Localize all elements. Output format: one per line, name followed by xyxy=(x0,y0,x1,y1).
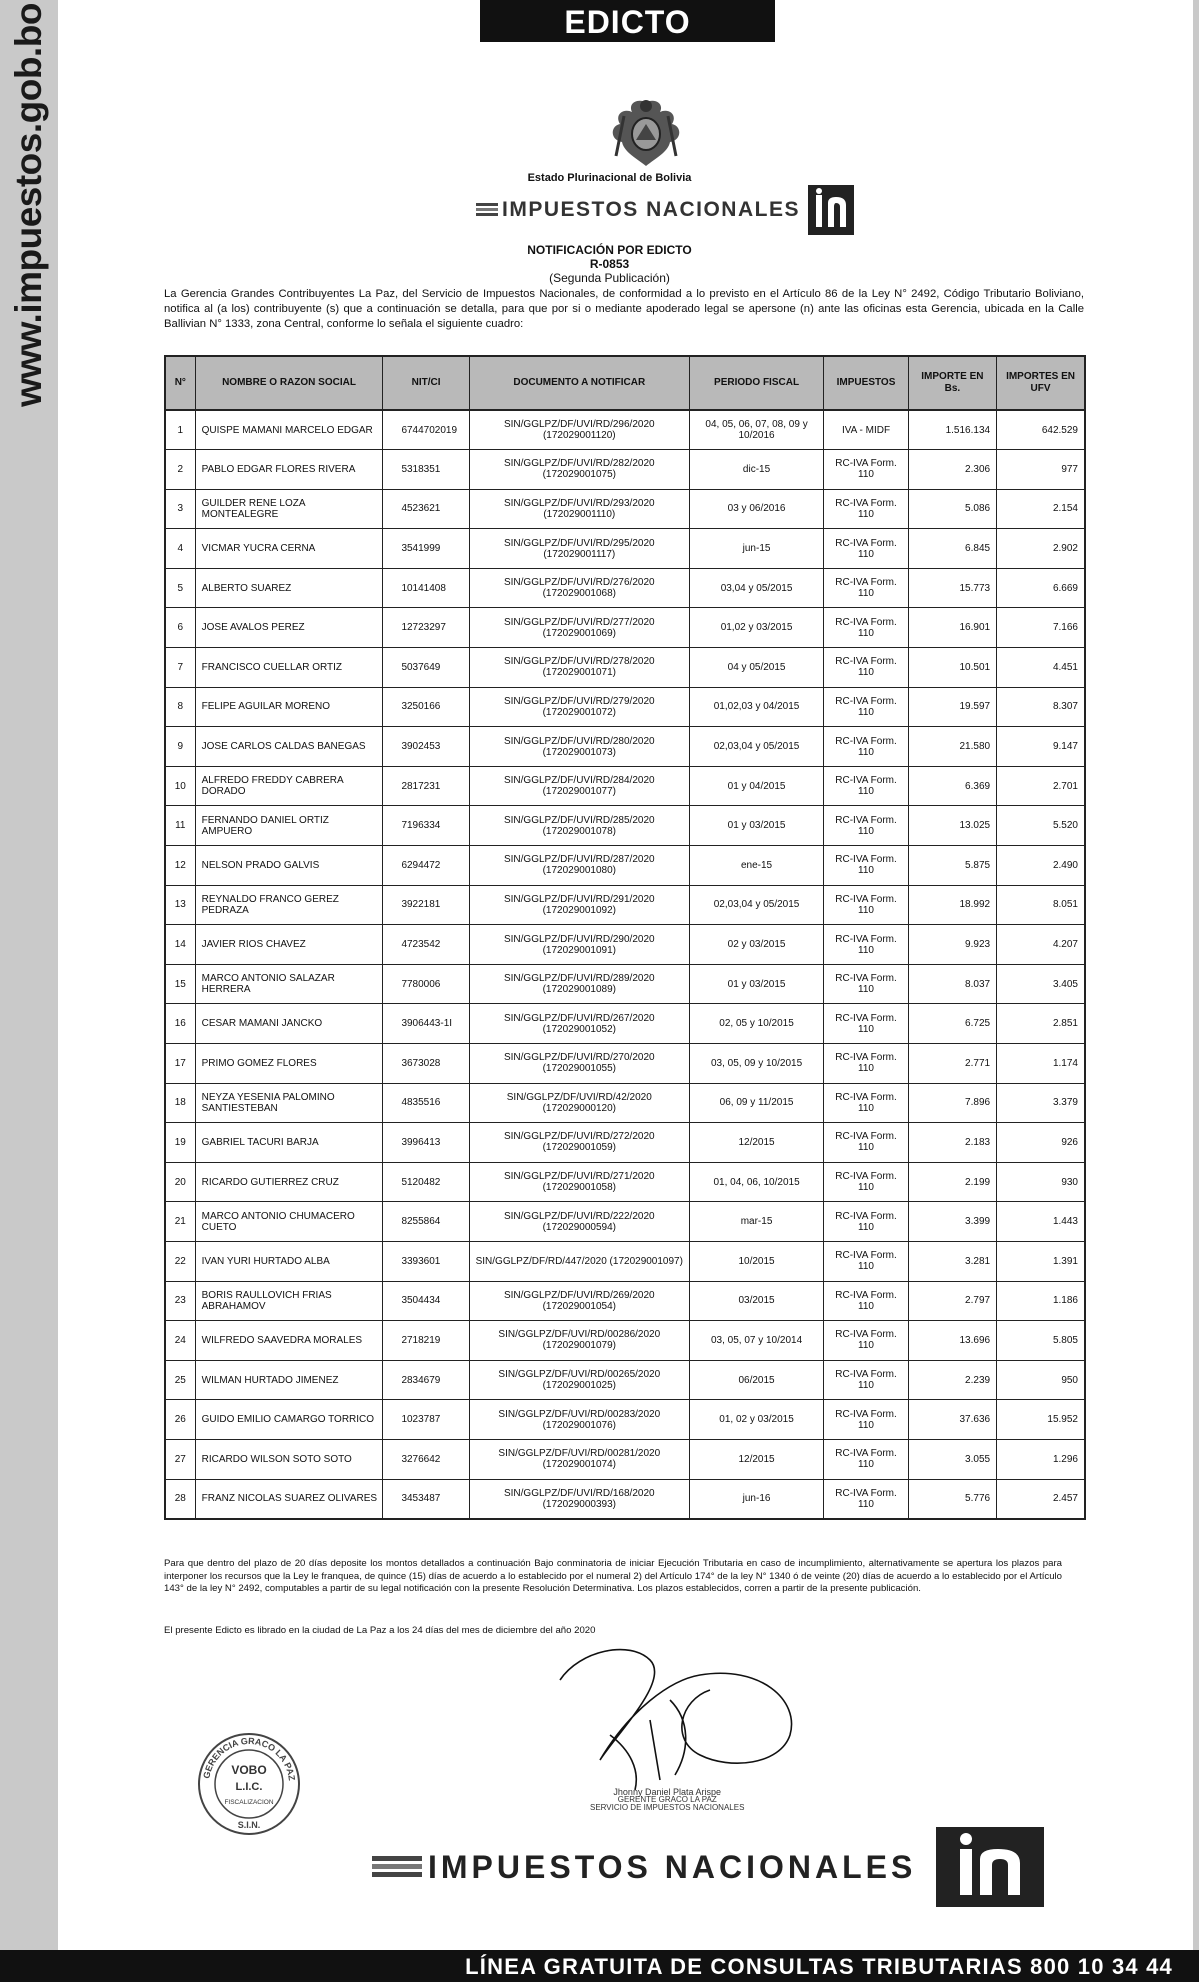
column-header: NOMBRE O RAZON SOCIAL xyxy=(195,356,383,410)
amount-bs: 15.773 xyxy=(908,568,996,608)
taxpayer-name: GUIDO EMILIO CAMARGO TORRICO xyxy=(195,1400,383,1440)
amount-bs: 6.845 xyxy=(908,529,996,569)
table-row xyxy=(165,687,1085,727)
document-id: SIN/GGLPZ/DF/UVI/RD/271/2020 (172029001058) xyxy=(469,1162,689,1202)
closing-paragraph: Para que dentro del plazo de 20 días deposite los montos detallados a continuación Bajo conminatoria de iniciar Ejecución Tributaria en caso de incumplimiento, alternativamente se apertura los plazos para interponer los recursos que la Ley le franquea, de quince (15) días de acuerdo a lo establecido por el numeral 2) del Artículo 174° de la ley N° 1340 ó de veinte (20) días de acuerdo a lo establecido por el Artículo 143° de la ley N° 2492, computables a partir de su legal notificación con la presente Resolución Determinativa. Los plazos establecidos, corren a partir de la presente publicación. xyxy=(164,1558,1062,1595)
table-row xyxy=(165,1202,1085,1242)
signature-scribble xyxy=(540,1640,810,1795)
document-id: SIN/GGLPZ/DF/UVI/RD/00286/2020 (172029001079) xyxy=(469,1321,689,1361)
row-number: 13 xyxy=(165,885,195,925)
row-number: 23 xyxy=(165,1281,195,1321)
taxpayer-name: REYNALDO FRANCO GEREZ PEDRAZA xyxy=(195,885,383,925)
column-header: PERIODO FISCAL xyxy=(689,356,824,410)
fiscal-period: jun-15 xyxy=(689,529,824,569)
amount-bs: 5.776 xyxy=(908,1479,996,1519)
document-id: SIN/GGLPZ/DF/UVI/RD/278/2020 (172029001071) xyxy=(469,648,689,688)
taxpayer-nit: 3276642 xyxy=(383,1439,469,1479)
taxpayer-name: IVAN YURI HURTADO ALBA xyxy=(195,1241,383,1281)
amount-bs: 6.725 xyxy=(908,1004,996,1044)
amount-bs: 5.086 xyxy=(908,489,996,529)
row-number: 4 xyxy=(165,529,195,569)
document-id: SIN/GGLPZ/DF/UVI/RD/267/2020 (172029001052) xyxy=(469,1004,689,1044)
amount-ufv: 8.051 xyxy=(997,885,1085,925)
taxpayer-name: FRANCISCO CUELLAR ORTIZ xyxy=(195,648,383,688)
table-row xyxy=(165,1123,1085,1163)
tax-type: RC-IVA Form. 110 xyxy=(824,1360,908,1400)
amount-bs: 2.306 xyxy=(908,450,996,490)
tax-type: RC-IVA Form. 110 xyxy=(824,1162,908,1202)
taxpayer-nit: 10141408 xyxy=(383,568,469,608)
sidebar-band xyxy=(0,0,58,1950)
taxpayer-nit: 3250166 xyxy=(383,687,469,727)
fiscal-period: 04 y 05/2015 xyxy=(689,648,824,688)
fiscal-period: 02,03,04 y 05/2015 xyxy=(689,727,824,767)
publication-note: (Segunda Publicación) xyxy=(549,271,670,285)
taxpayer-name: RICARDO WILSON SOTO SOTO xyxy=(195,1439,383,1479)
amount-bs: 8.037 xyxy=(908,964,996,1004)
table-row xyxy=(165,1400,1085,1440)
row-number: 1 xyxy=(165,410,195,450)
amount-ufv: 1.443 xyxy=(997,1202,1085,1242)
stamp-lic: L.I.C. xyxy=(235,1781,263,1793)
signer-name: Jhonny Daniel Plata Arispe xyxy=(613,1787,721,1797)
taxpayer-name: FELIPE AGUILAR MORENO xyxy=(195,687,383,727)
taxpayer-nit: 12723297 xyxy=(383,608,469,648)
tax-type: RC-IVA Form. 110 xyxy=(824,450,908,490)
row-number: 20 xyxy=(165,1162,195,1202)
document-id: SIN/GGLPZ/DF/UVI/RD/272/2020 (172029001059) xyxy=(469,1123,689,1163)
taxpayer-nit: 3504434 xyxy=(383,1281,469,1321)
fiscal-period: 01, 04, 06, 10/2015 xyxy=(689,1162,824,1202)
row-number: 19 xyxy=(165,1123,195,1163)
table-header-row xyxy=(165,356,1085,410)
fiscal-period: 10/2015 xyxy=(689,1241,824,1281)
fiscal-period: 02 y 03/2015 xyxy=(689,925,824,965)
taxpayer-name: FERNANDO DANIEL ORTIZ AMPUERO xyxy=(195,806,383,846)
tax-type: RC-IVA Form. 110 xyxy=(824,1202,908,1242)
fiscal-period: 01, 02 y 03/2015 xyxy=(689,1400,824,1440)
row-number: 11 xyxy=(165,806,195,846)
taxpayer-name: JAVIER RIOS CHAVEZ xyxy=(195,925,383,965)
signer-office: SERVICIO DE IMPUESTOS NACIONALES xyxy=(590,1803,745,1812)
document-id: SIN/GGLPZ/DF/UVI/RD/280/2020 (172029001073) xyxy=(469,727,689,767)
website-url: www.impuestos.gob.bo xyxy=(8,3,49,407)
taxpayer-name: GABRIEL TACURI BARJA xyxy=(195,1123,383,1163)
amount-ufv: 5.805 xyxy=(997,1321,1085,1361)
amount-bs: 1.516.134 xyxy=(908,410,996,450)
amount-ufv: 6.669 xyxy=(997,568,1085,608)
taxpayer-nit: 4835516 xyxy=(383,1083,469,1123)
row-number: 25 xyxy=(165,1360,195,1400)
amount-bs: 2.797 xyxy=(908,1281,996,1321)
row-number: 28 xyxy=(165,1479,195,1519)
fiscal-period: dic-15 xyxy=(689,450,824,490)
document-id: SIN/GGLPZ/DF/UVI/RD/00281/2020 (172029001074) xyxy=(469,1439,689,1479)
agency-name: IMPUESTOS NACIONALES xyxy=(502,198,800,221)
taxpayer-name: GUILDER RENE LOZA MONTEALEGRE xyxy=(195,489,383,529)
agency-logo-top xyxy=(476,184,854,236)
tax-type: RC-IVA Form. 110 xyxy=(824,608,908,648)
table-row xyxy=(165,727,1085,767)
amount-ufv: 2.701 xyxy=(997,766,1085,806)
taxpayer-name: WILFREDO SAAVEDRA MORALES xyxy=(195,1321,383,1361)
row-number: 5 xyxy=(165,568,195,608)
amount-bs: 7.896 xyxy=(908,1083,996,1123)
amount-ufv: 950 xyxy=(997,1360,1085,1400)
document-id: SIN/GGLPZ/DF/UVI/RD/277/2020 (172029001069) xyxy=(469,608,689,648)
amount-ufv: 9.147 xyxy=(997,727,1085,767)
document-id: SIN/GGLPZ/DF/UVI/RD/287/2020 (172029001080) xyxy=(469,846,689,886)
table-body xyxy=(165,410,1085,1519)
amount-bs: 21.580 xyxy=(908,727,996,767)
tax-type: RC-IVA Form. 110 xyxy=(824,846,908,886)
stripes-icon xyxy=(372,1856,422,1878)
amount-bs: 2.239 xyxy=(908,1360,996,1400)
amount-ufv: 1.174 xyxy=(997,1044,1085,1084)
tax-type: RC-IVA Form. 110 xyxy=(824,1004,908,1044)
fiscal-period: 03/2015 xyxy=(689,1281,824,1321)
tax-type: RC-IVA Form. 110 xyxy=(824,964,908,1004)
document-id: SIN/GGLPZ/DF/UVI/RD/289/2020 (172029001089) xyxy=(469,964,689,1004)
amount-bs: 37.636 xyxy=(908,1400,996,1440)
state-name: Estado Plurinacional de Bolivia xyxy=(527,172,692,184)
amount-bs: 19.597 xyxy=(908,687,996,727)
taxpayer-name: JOSE AVALOS PEREZ xyxy=(195,608,383,648)
table-row xyxy=(165,846,1085,886)
amount-ufv: 2.457 xyxy=(997,1479,1085,1519)
taxpayer-name: MARCO ANTONIO SALAZAR HERRERA xyxy=(195,964,383,1004)
column-header: IMPORTE EN Bs. xyxy=(908,356,996,410)
amount-ufv: 926 xyxy=(997,1123,1085,1163)
table-row xyxy=(165,1044,1085,1084)
amount-bs: 16.901 xyxy=(908,608,996,648)
taxpayer-name: PABLO EDGAR FLORES RIVERA xyxy=(195,450,383,490)
taxpayer-name: ALBERTO SUAREZ xyxy=(195,568,383,608)
tax-type: RC-IVA Form. 110 xyxy=(824,568,908,608)
table-row xyxy=(165,648,1085,688)
tax-type: RC-IVA Form. 110 xyxy=(824,885,908,925)
amount-ufv: 4.207 xyxy=(997,925,1085,965)
row-number: 15 xyxy=(165,964,195,1004)
table-row xyxy=(165,529,1085,569)
coat-of-arms-icon xyxy=(606,96,686,170)
amount-bs: 13.025 xyxy=(908,806,996,846)
tax-type: RC-IVA Form. 110 xyxy=(824,648,908,688)
table-row xyxy=(165,925,1085,965)
amount-ufv: 5.520 xyxy=(997,806,1085,846)
taxpayer-nit: 5120482 xyxy=(383,1162,469,1202)
agency-name-large: IMPUESTOS NACIONALES xyxy=(428,1848,917,1885)
taxpayer-nit: 2718219 xyxy=(383,1321,469,1361)
table-row xyxy=(165,1479,1085,1519)
taxpayer-nit: 3673028 xyxy=(383,1044,469,1084)
amount-bs: 3.055 xyxy=(908,1439,996,1479)
row-number: 2 xyxy=(165,450,195,490)
amount-ufv: 7.166 xyxy=(997,608,1085,648)
amount-bs: 5.875 xyxy=(908,846,996,886)
tax-type: RC-IVA Form. 110 xyxy=(824,1123,908,1163)
taxpayer-nit: 2817231 xyxy=(383,766,469,806)
tax-type: RC-IVA Form. 110 xyxy=(824,1281,908,1321)
amount-ufv: 2.851 xyxy=(997,1004,1085,1044)
table-row xyxy=(165,1004,1085,1044)
amount-bs: 13.696 xyxy=(908,1321,996,1361)
document-id: SIN/GGLPZ/DF/UVI/RD/295/2020 (172029001117) xyxy=(469,529,689,569)
tax-type: RC-IVA Form. 110 xyxy=(824,529,908,569)
fiscal-period: 12/2015 xyxy=(689,1439,824,1479)
stamp-vobo: VOBO xyxy=(231,1763,267,1777)
table-row xyxy=(165,1281,1085,1321)
tax-type: RC-IVA Form. 110 xyxy=(824,489,908,529)
taxpayer-table xyxy=(164,355,1086,1520)
amount-bs: 18.992 xyxy=(908,885,996,925)
fiscal-period: 03, 05, 07 y 10/2014 xyxy=(689,1321,824,1361)
row-number: 22 xyxy=(165,1241,195,1281)
taxpayer-nit: 6744702019 xyxy=(383,410,469,450)
document-id: SIN/GGLPZ/DF/UVI/RD/285/2020 (172029001078) xyxy=(469,806,689,846)
amount-ufv: 642.529 xyxy=(997,410,1085,450)
fiscal-period: 03,04 y 05/2015 xyxy=(689,568,824,608)
amount-ufv: 977 xyxy=(997,450,1085,490)
taxpayer-name: ALFREDO FREDDY CABRERA DORADO xyxy=(195,766,383,806)
row-number: 9 xyxy=(165,727,195,767)
amount-ufv: 3.379 xyxy=(997,1083,1085,1123)
stamp-sin: S.I.N. xyxy=(237,1820,261,1830)
tax-type: RC-IVA Form. 110 xyxy=(824,1439,908,1479)
amount-bs: 2.771 xyxy=(908,1044,996,1084)
document-id: SIN/GGLPZ/DF/UVI/RD/276/2020 (172029001068) xyxy=(469,568,689,608)
column-header: IMPORTES EN UFV xyxy=(997,356,1085,410)
document-id: SIN/GGLPZ/DF/UVI/RD/222/2020 (172029000594) xyxy=(469,1202,689,1242)
taxpayer-nit: 5037649 xyxy=(383,648,469,688)
taxpayer-name: BORIS RAULLOVICH FRIAS ABRAHAMOV xyxy=(195,1281,383,1321)
row-number: 17 xyxy=(165,1044,195,1084)
taxpayer-name: VICMAR YUCRA CERNA xyxy=(195,529,383,569)
edict-title: EDICTO xyxy=(480,0,775,42)
document-id: SIN/GGLPZ/DF/UVI/RD/42/2020 (172029000120) xyxy=(469,1083,689,1123)
taxpayer-nit: 3906443-1I xyxy=(383,1004,469,1044)
column-header: NIT/CI xyxy=(383,356,469,410)
row-number: 3 xyxy=(165,489,195,529)
fiscal-period: 01,02,03 y 04/2015 xyxy=(689,687,824,727)
amount-bs: 3.399 xyxy=(908,1202,996,1242)
taxpayer-name: WILMAN HURTADO JIMENEZ xyxy=(195,1360,383,1400)
tax-type: RC-IVA Form. 110 xyxy=(824,1400,908,1440)
document-id: SIN/GGLPZ/DF/UVI/RD/00265/2020 (172029001025) xyxy=(469,1360,689,1400)
fiscal-period: mar-15 xyxy=(689,1202,824,1242)
fiscal-period: 12/2015 xyxy=(689,1123,824,1163)
table-row xyxy=(165,1241,1085,1281)
table-row xyxy=(165,964,1085,1004)
column-header: DOCUMENTO A NOTIFICAR xyxy=(469,356,689,410)
taxpayer-nit: 7780006 xyxy=(383,964,469,1004)
signer-title: GERENTE GRACO LA PAZ xyxy=(617,1795,717,1804)
stamp-ring-text: GERENCIA GRACO LA PAZ xyxy=(201,1735,297,1782)
taxpayer-name: RICARDO GUTIERREZ CRUZ xyxy=(195,1162,383,1202)
table-row xyxy=(165,1360,1085,1400)
tax-type: RC-IVA Form. 110 xyxy=(824,1321,908,1361)
tax-type: RC-IVA Form. 110 xyxy=(824,727,908,767)
in-logo-icon xyxy=(808,185,854,235)
tax-type: RC-IVA Form. 110 xyxy=(824,687,908,727)
fiscal-period: 01,02 y 03/2015 xyxy=(689,608,824,648)
stamp-fiscalizacion: FISCALIZACION xyxy=(224,1799,274,1806)
taxpayer-name: NEYZA YESENIA PALOMINO SANTIESTEBAN xyxy=(195,1083,383,1123)
tax-type: RC-IVA Form. 110 xyxy=(824,1083,908,1123)
fiscal-period: jun-16 xyxy=(689,1479,824,1519)
table-row xyxy=(165,608,1085,648)
fiscal-period: 06, 09 y 11/2015 xyxy=(689,1083,824,1123)
table-row xyxy=(165,885,1085,925)
taxpayer-name: JOSE CARLOS CALDAS BANEGAS xyxy=(195,727,383,767)
fiscal-period: 03 y 06/2016 xyxy=(689,489,824,529)
taxpayer-name: NELSON PRADO GALVIS xyxy=(195,846,383,886)
fiscal-period: 01 y 03/2015 xyxy=(689,964,824,1004)
table-row xyxy=(165,568,1085,608)
row-number: 6 xyxy=(165,608,195,648)
taxpayer-nit: 3902453 xyxy=(383,727,469,767)
tax-type: RC-IVA Form. 110 xyxy=(824,766,908,806)
tax-type: RC-IVA Form. 110 xyxy=(824,1479,908,1519)
taxpayer-name: MARCO ANTONIO CHUMACERO CUETO xyxy=(195,1202,383,1242)
table-row xyxy=(165,766,1085,806)
row-number: 14 xyxy=(165,925,195,965)
amount-ufv: 8.307 xyxy=(997,687,1085,727)
document-id: SIN/GGLPZ/DF/UVI/RD/290/2020 (172029001091) xyxy=(469,925,689,965)
row-number: 16 xyxy=(165,1004,195,1044)
taxpayer-nit: 3453487 xyxy=(383,1479,469,1519)
tax-type: IVA - MIDF xyxy=(824,410,908,450)
footer-bar xyxy=(0,1950,1199,1982)
amount-ufv: 15.952 xyxy=(997,1400,1085,1440)
tax-type: RC-IVA Form. 110 xyxy=(824,1044,908,1084)
table-row xyxy=(165,1439,1085,1479)
taxpayer-name: FRANZ NICOLAS SUAREZ OLIVARES xyxy=(195,1479,383,1519)
document-id: SIN/GGLPZ/DF/UVI/RD/279/2020 (172029001072) xyxy=(469,687,689,727)
taxpayer-nit: 2834679 xyxy=(383,1360,469,1400)
document-id: SIN/GGLPZ/DF/UVI/RD/291/2020 (172029001092) xyxy=(469,885,689,925)
document-id: SIN/GGLPZ/DF/UVI/RD/293/2020 (172029001110) xyxy=(469,489,689,529)
fiscal-period: 01 y 04/2015 xyxy=(689,766,824,806)
column-header: N° xyxy=(165,356,195,410)
amount-ufv: 4.451 xyxy=(997,648,1085,688)
amount-bs: 10.501 xyxy=(908,648,996,688)
row-number: 24 xyxy=(165,1321,195,1361)
taxpayer-nit: 4723542 xyxy=(383,925,469,965)
fiscal-period: 02,03,04 y 05/2015 xyxy=(689,885,824,925)
table-row xyxy=(165,450,1085,490)
amount-ufv: 2.902 xyxy=(997,529,1085,569)
notification-number: R-0853 xyxy=(589,257,630,271)
fiscal-period: 04, 05, 06, 07, 08, 09 y 10/2016 xyxy=(689,410,824,450)
amount-ufv: 930 xyxy=(997,1162,1085,1202)
amount-ufv: 3.405 xyxy=(997,964,1085,1004)
taxpayer-nit: 8255864 xyxy=(383,1202,469,1242)
taxpayer-nit: 4523621 xyxy=(383,489,469,529)
amount-ufv: 1.296 xyxy=(997,1439,1085,1479)
document-id: SIN/GGLPZ/DF/RD/447/2020 (172029001097) xyxy=(469,1241,689,1281)
taxpayer-nit: 5318351 xyxy=(383,450,469,490)
amount-ufv: 1.391 xyxy=(997,1241,1085,1281)
amount-ufv: 2.154 xyxy=(997,489,1085,529)
document-id: SIN/GGLPZ/DF/UVI/RD/284/2020 (172029001077) xyxy=(469,766,689,806)
document-id: SIN/GGLPZ/DF/UVI/RD/00283/2020 (172029001076) xyxy=(469,1400,689,1440)
tax-type: RC-IVA Form. 110 xyxy=(824,806,908,846)
row-number: 8 xyxy=(165,687,195,727)
table-row xyxy=(165,489,1085,529)
table-row xyxy=(165,806,1085,846)
amount-bs: 9.923 xyxy=(908,925,996,965)
in-logo-icon xyxy=(936,1827,1044,1907)
fiscal-period: 02, 05 y 10/2015 xyxy=(689,1004,824,1044)
document-id: SIN/GGLPZ/DF/UVI/RD/296/2020 (172029001120) xyxy=(469,410,689,450)
taxpayer-name: CESAR MAMANI JANCKO xyxy=(195,1004,383,1044)
taxpayer-nit: 3393601 xyxy=(383,1241,469,1281)
taxpayer-nit: 7196334 xyxy=(383,806,469,846)
column-header: IMPUESTOS xyxy=(824,356,908,410)
taxpayer-nit: 3541999 xyxy=(383,529,469,569)
taxpayer-name: QUISPE MAMANI MARCELO EDGAR xyxy=(195,410,383,450)
taxpayer-nit: 3996413 xyxy=(383,1123,469,1163)
document-id: SIN/GGLPZ/DF/UVI/RD/282/2020 (172029001075) xyxy=(469,450,689,490)
notification-title: NOTIFICACIÓN POR EDICTO xyxy=(527,243,692,257)
taxpayer-table-wrapper xyxy=(164,355,1086,1520)
amount-bs: 2.183 xyxy=(908,1123,996,1163)
document-id: SIN/GGLPZ/DF/UVI/RD/270/2020 (172029001055) xyxy=(469,1044,689,1084)
fiscal-period: 01 y 03/2015 xyxy=(689,806,824,846)
table-row xyxy=(165,410,1085,450)
fiscal-period: ene-15 xyxy=(689,846,824,886)
issue-date-line: El presente Edicto es librado en la ciudad de La Paz a los 24 días del mes de diciembre del año 2020 xyxy=(164,1625,596,1636)
taxpayer-nit: 1023787 xyxy=(383,1400,469,1440)
fiscal-period: 03, 05, 09 y 10/2015 xyxy=(689,1044,824,1084)
fiscal-period: 06/2015 xyxy=(689,1360,824,1400)
table-row xyxy=(165,1083,1085,1123)
notification-heading xyxy=(0,243,1199,285)
row-number: 12 xyxy=(165,846,195,886)
amount-bs: 6.369 xyxy=(908,766,996,806)
document-id: SIN/GGLPZ/DF/UVI/RD/168/2020 (172029000393) xyxy=(469,1479,689,1519)
table-row xyxy=(165,1162,1085,1202)
stripes-icon xyxy=(476,203,498,217)
tax-type: RC-IVA Form. 110 xyxy=(824,1241,908,1281)
tax-type: RC-IVA Form. 110 xyxy=(824,925,908,965)
right-border xyxy=(1193,0,1199,1950)
row-number: 21 xyxy=(165,1202,195,1242)
taxpayer-nit: 6294472 xyxy=(383,846,469,886)
amount-bs: 2.199 xyxy=(908,1162,996,1202)
agency-logo-bottom xyxy=(372,1822,1044,1912)
intro-paragraph: La Gerencia Grandes Contribuyentes La Paz, del Servicio de Impuestos Nacionales, de conformidad a lo previsto en el Artículo 86 de la Ley N° 2492, Código Tributario Boliviano, notifica al (a los) contribuyente (s) que a continuación se detalla, para que por si o mediante apoderado legal se apersone (n) ante las oficinas esta Gerencia, ubicada en la Calle Ballivian N° 1333, zona Central, conforme lo señala el siguiente cuadro: xyxy=(164,288,1084,330)
signer-block xyxy=(590,1788,744,1812)
row-number: 7 xyxy=(165,648,195,688)
table-row xyxy=(165,1321,1085,1361)
document-id: SIN/GGLPZ/DF/UVI/RD/269/2020 (172029001054) xyxy=(469,1281,689,1321)
row-number: 26 xyxy=(165,1400,195,1440)
amount-ufv: 2.490 xyxy=(997,846,1085,886)
row-number: 10 xyxy=(165,766,195,806)
taxpayer-nit: 3922181 xyxy=(383,885,469,925)
fiscalization-stamp xyxy=(195,1730,303,1838)
row-number: 18 xyxy=(165,1083,195,1123)
amount-bs: 3.281 xyxy=(908,1241,996,1281)
row-number: 27 xyxy=(165,1439,195,1479)
hotline-text: LÍNEA GRATUITA DE CONSULTAS TRIBUTARIAS 800 10 34 44 xyxy=(465,1954,1173,1979)
amount-ufv: 1.186 xyxy=(997,1281,1085,1321)
taxpayer-name: PRIMO GOMEZ FLORES xyxy=(195,1044,383,1084)
